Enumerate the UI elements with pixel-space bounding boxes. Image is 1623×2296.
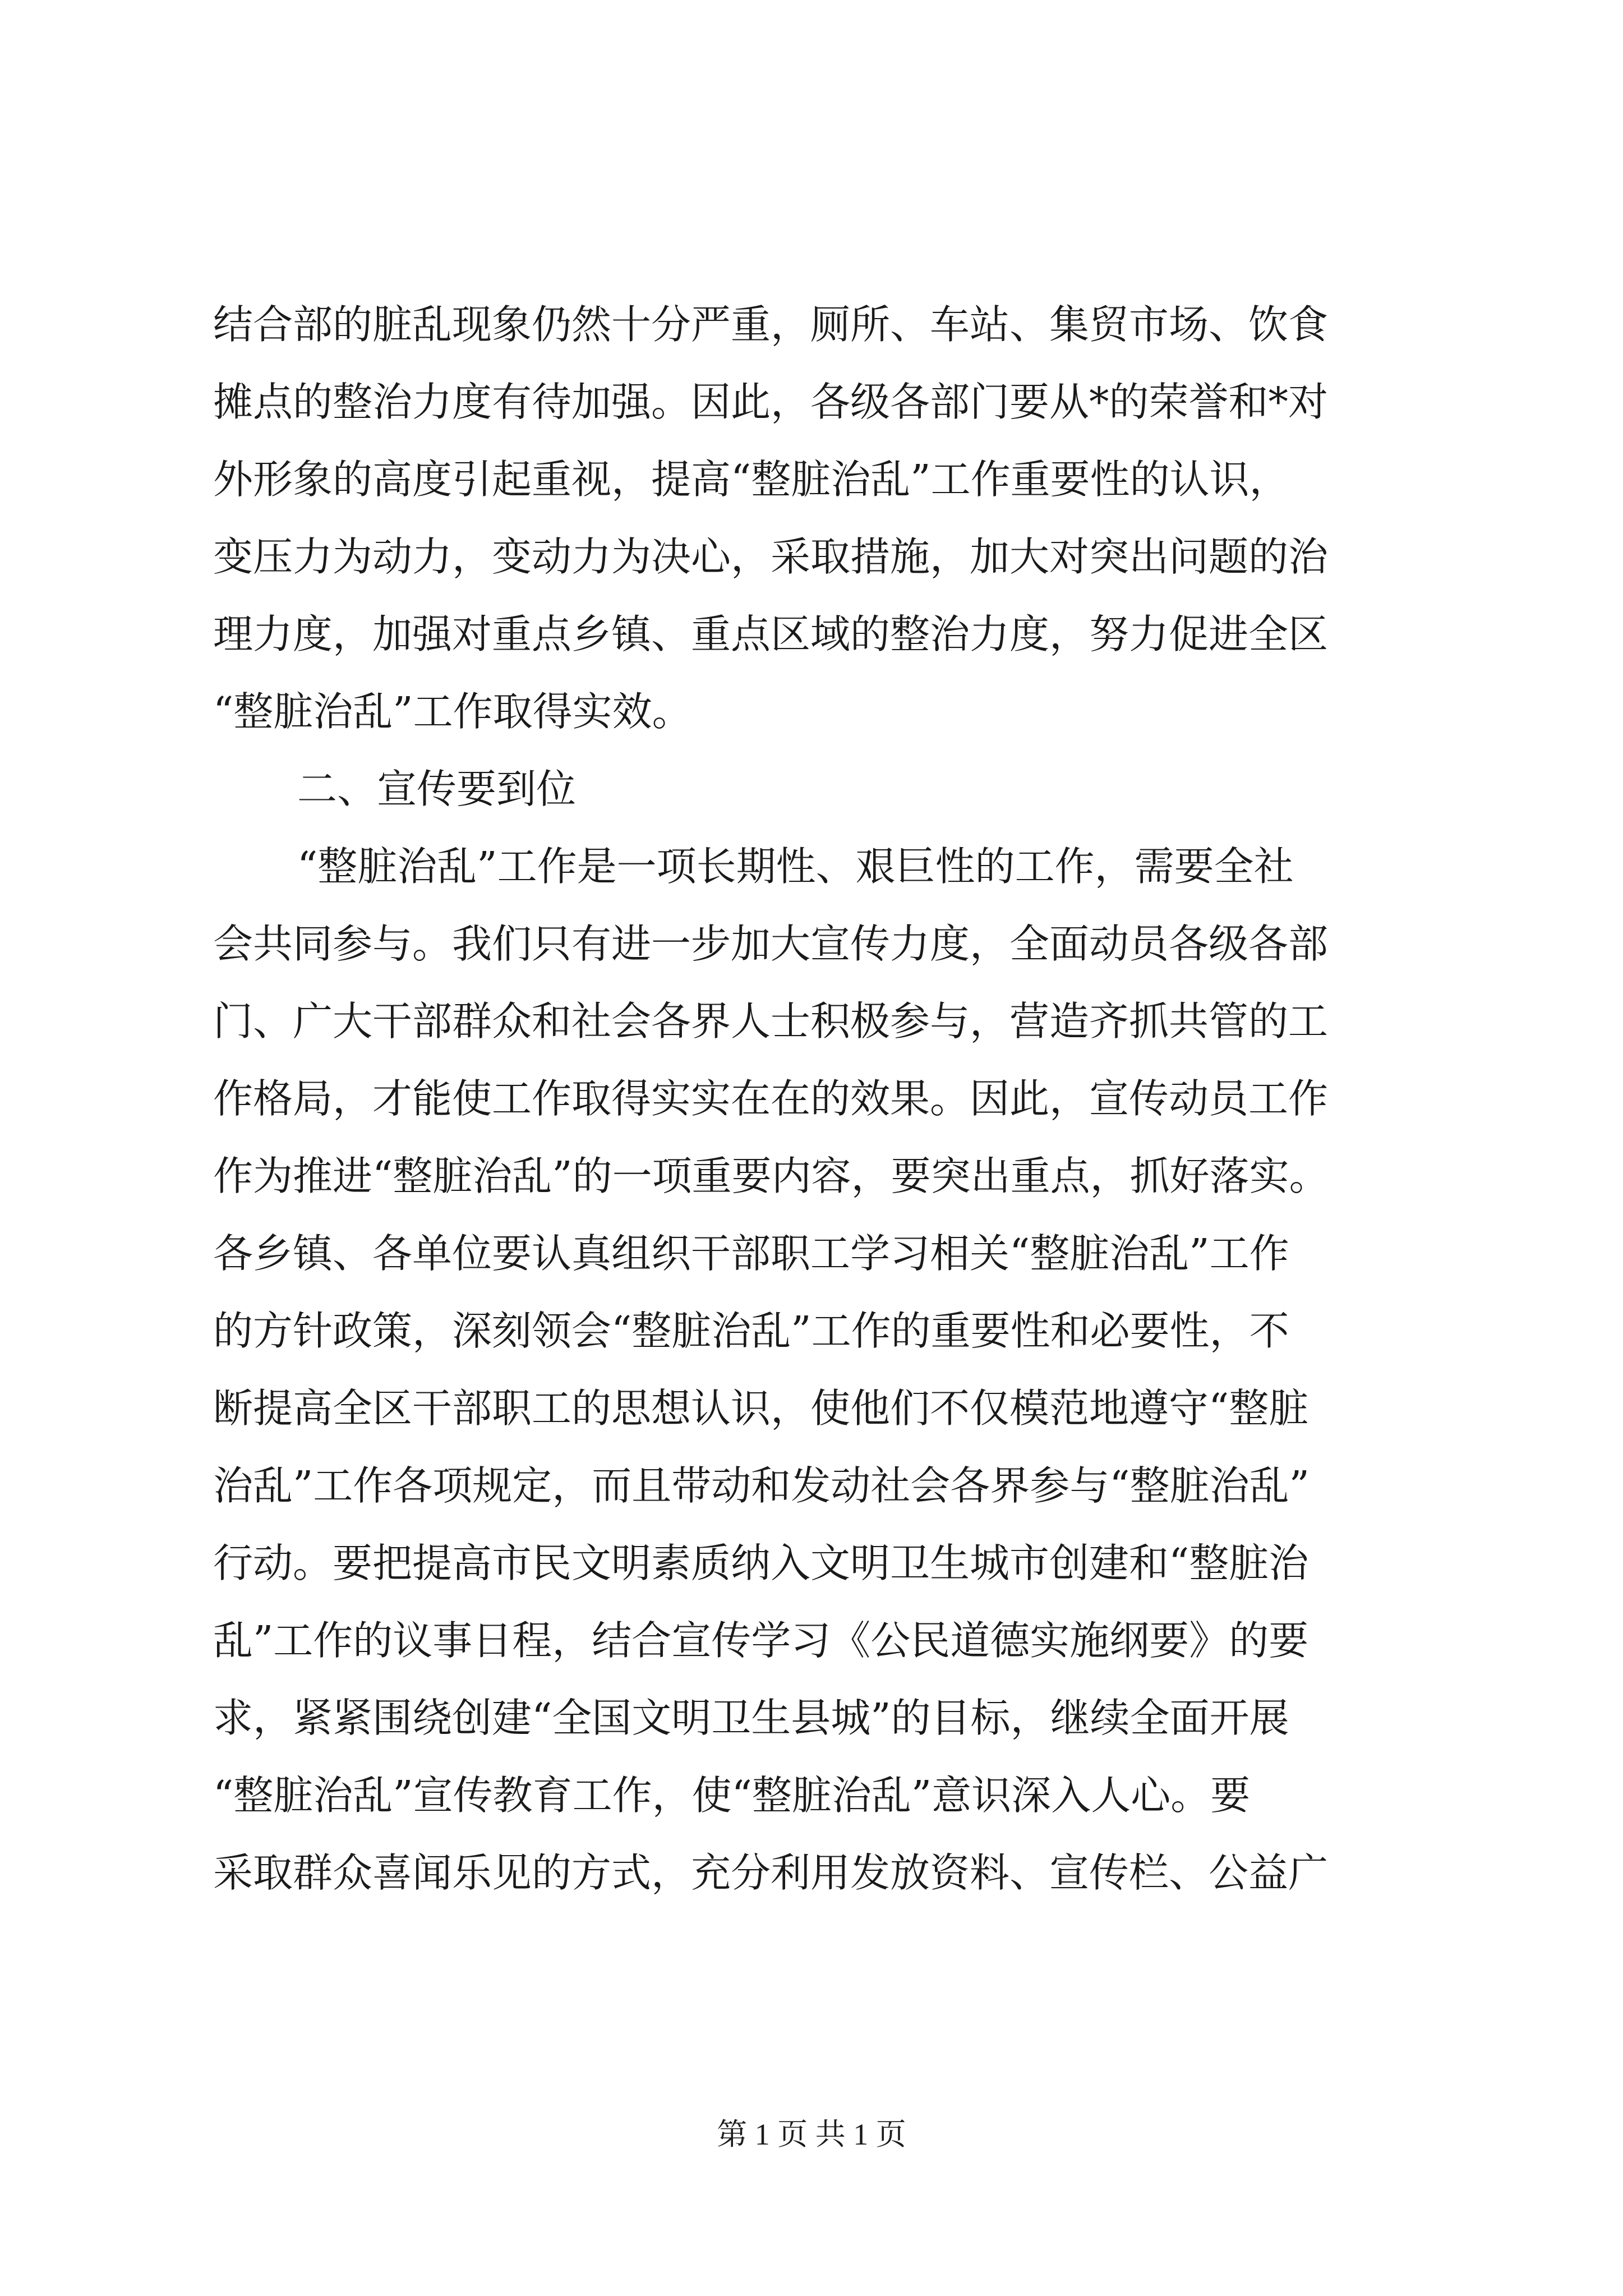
- text-line: 作格局，才能使工作取得实实在在的效果。因此，宣传动员工作: [213, 1075, 1329, 1122]
- text-line: “整脏治乱”工作是一项长期性、艰巨性的工作，需要全社: [297, 843, 1294, 890]
- text-line: 会共同参与。我们只有进一步加大宣传力度，全面动员各级各部: [213, 921, 1329, 967]
- text-line: 求，紧紧围绕创建“全国文明卫生县城”的目标，继续全面开展: [213, 1695, 1289, 1741]
- text-line: 摊点的整治力度有待加强。因此，各级各部门要从*的荣誉和*对: [213, 379, 1329, 425]
- text-line: 结合部的脏乱现象仍然十分严重，厕所、车站、集贸市场、饮食: [213, 301, 1329, 348]
- text-line: 断提高全区干部职工的思想认识，使他们不仅模范地遵守“整脏: [213, 1385, 1309, 1432]
- text-line: “整脏治乱”工作取得实效。: [213, 688, 692, 735]
- text-line: 行动。要把提高市民文明素质纳入文明卫生城市创建和“整脏治: [213, 1540, 1309, 1586]
- body-text: [213, 286, 1436, 1912]
- text-line: 作为推进“整脏治乱”的一项重要内容，要突出重点，抓好落实。: [213, 1153, 1329, 1199]
- text-line: 门、广大干部群众和社会各界人士积极参与，营造齐抓共管的工: [213, 998, 1329, 1045]
- text-line: 各乡镇、各单位要认真组织干部职工学习相关“整脏治乱”工作: [213, 1230, 1289, 1277]
- page-footer: 第 1 页 共 1 页: [717, 2118, 906, 2151]
- text-line: 治乱”工作各项规定，而且带动和发动社会各界参与“整脏治乱”: [213, 1462, 1310, 1509]
- text-line: 乱”工作的议事日程，结合宣传学习《公民道德实施纲要》的要: [213, 1617, 1309, 1664]
- text-line: 二、宣传要到位: [297, 766, 577, 812]
- text-line: “整脏治乱”宣传教育工作，使“整脏治乱”意识深入人心。要: [213, 1772, 1251, 1819]
- text-line: 的方针政策，深刻领会“整脏治乱”工作的重要性和必要性，不: [213, 1308, 1289, 1354]
- text-line: 外形象的高度引起重视，提高“整脏治乱”工作重要性的认识，: [213, 456, 1289, 503]
- text-line: 采取群众喜闻乐见的方式，充分利用发放资料、宣传栏、公益广: [213, 1849, 1329, 1896]
- text-line: 变压力为动力，变动力为决心，采取措施，加大对突出问题的治: [213, 533, 1329, 580]
- text-line: 理力度，加强对重点乡镇、重点区域的整治力度，努力促进全区: [213, 611, 1329, 657]
